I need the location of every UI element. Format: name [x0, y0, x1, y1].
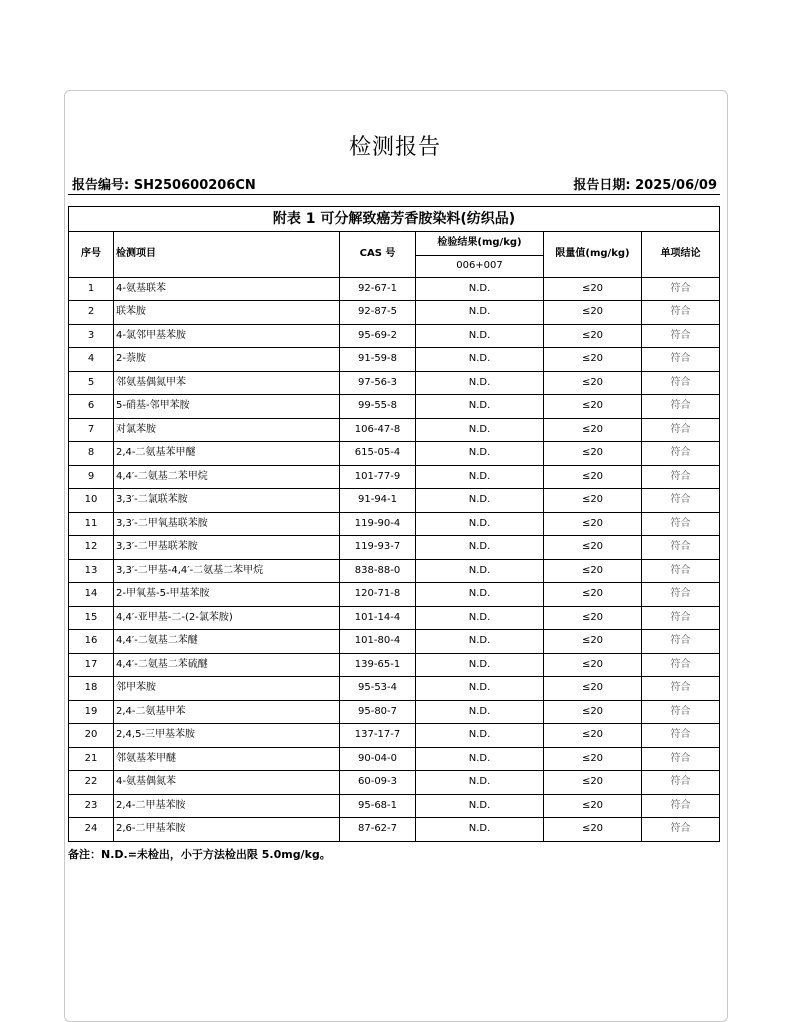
table-caption: 附表 1 可分解致癌芳香胺染料(纺织品)	[69, 207, 720, 232]
cell-seq: 3	[69, 324, 114, 348]
cell-cas: 90-04-0	[340, 747, 416, 771]
cell-cas: 106-47-8	[340, 418, 416, 442]
table-row	[69, 700, 720, 724]
table-row	[69, 606, 720, 630]
cell-result: N.D.	[416, 348, 544, 372]
cell-result: N.D.	[416, 465, 544, 489]
cell-seq: 11	[69, 512, 114, 536]
cell-item: 邻氨基苯甲醚	[114, 747, 340, 771]
cell-item: 2,6-二甲基苯胺	[114, 818, 340, 842]
table-row	[69, 653, 720, 677]
cell-seq: 19	[69, 700, 114, 724]
table-row	[69, 512, 720, 536]
cell-result: N.D.	[416, 818, 544, 842]
cell-result: N.D.	[416, 395, 544, 419]
table-row	[69, 371, 720, 395]
cell-result: N.D.	[416, 583, 544, 607]
cell-limit: ≤20	[544, 677, 642, 701]
cell-conclusion: 符合	[642, 371, 720, 395]
cell-limit: ≤20	[544, 583, 642, 607]
cell-item: 4,4′-二氨基二苯醚	[114, 630, 340, 654]
cell-conclusion: 符合	[642, 747, 720, 771]
cell-seq: 10	[69, 489, 114, 513]
cell-conclusion: 符合	[642, 559, 720, 583]
table-row	[69, 465, 720, 489]
table-row	[69, 301, 720, 325]
header-seq: 序号	[69, 232, 114, 278]
cell-cas: 101-77-9	[340, 465, 416, 489]
cell-cas: 838-88-0	[340, 559, 416, 583]
cell-cas: 87-62-7	[340, 818, 416, 842]
cell-item: 4,4′-二氨基二苯硫醚	[114, 653, 340, 677]
cell-seq: 1	[69, 277, 114, 301]
page-title: 检测报告	[348, 135, 441, 160]
table-row	[69, 348, 720, 372]
cell-result: N.D.	[416, 794, 544, 818]
table-row	[69, 536, 720, 560]
cell-item: 3,3′-二甲基联苯胺	[114, 536, 340, 560]
cell-item: 2,4-二氨基苯甲醚	[114, 442, 340, 466]
cell-cas: 101-80-4	[340, 630, 416, 654]
cell-cas: 139-65-1	[340, 653, 416, 677]
header-cas: CAS 号	[340, 232, 416, 278]
cell-cas: 95-53-4	[340, 677, 416, 701]
cell-cas: 119-93-7	[340, 536, 416, 560]
cell-conclusion: 符合	[642, 395, 720, 419]
cell-seq: 6	[69, 395, 114, 419]
cell-conclusion: 符合	[642, 794, 720, 818]
table-row	[69, 277, 720, 301]
cell-conclusion: 符合	[642, 630, 720, 654]
table-header-row	[69, 232, 720, 256]
cell-limit: ≤20	[544, 418, 642, 442]
cell-item: 联苯胺	[114, 301, 340, 325]
cell-limit: ≤20	[544, 771, 642, 795]
cell-conclusion: 符合	[642, 818, 720, 842]
cell-seq: 20	[69, 724, 114, 748]
cell-item: 2,4,5-三甲基苯胺	[114, 724, 340, 748]
cell-conclusion: 符合	[642, 348, 720, 372]
cell-limit: ≤20	[544, 536, 642, 560]
cell-limit: ≤20	[544, 630, 642, 654]
cell-seq: 15	[69, 606, 114, 630]
cell-conclusion: 符合	[642, 324, 720, 348]
results-table	[68, 206, 720, 842]
table-row	[69, 630, 720, 654]
cell-seq: 8	[69, 442, 114, 466]
cell-seq: 5	[69, 371, 114, 395]
cell-cas: 95-68-1	[340, 794, 416, 818]
footnote: 备注：N.D.=未检出，小于方法检出限 5.0mg/kg。	[68, 848, 331, 861]
cell-conclusion: 符合	[642, 724, 720, 748]
cell-conclusion: 符合	[642, 771, 720, 795]
header-item: 检测项目	[114, 232, 340, 278]
cell-result: N.D.	[416, 512, 544, 536]
cell-seq: 16	[69, 630, 114, 654]
header-limit: 限量值(mg/kg)	[544, 232, 642, 278]
cell-limit: ≤20	[544, 277, 642, 301]
cell-cas: 92-67-1	[340, 277, 416, 301]
cell-item: 4-氯邻甲基苯胺	[114, 324, 340, 348]
cell-seq: 13	[69, 559, 114, 583]
cell-limit: ≤20	[544, 512, 642, 536]
cell-cas: 119-90-4	[340, 512, 416, 536]
cell-cas: 95-80-7	[340, 700, 416, 724]
cell-result: N.D.	[416, 630, 544, 654]
cell-result: N.D.	[416, 559, 544, 583]
cell-item: 3,3′-二氯联苯胺	[114, 489, 340, 513]
cell-conclusion: 符合	[642, 418, 720, 442]
cell-cas: 99-55-8	[340, 395, 416, 419]
cell-item: 5-硝基-邻甲苯胺	[114, 395, 340, 419]
table-row	[69, 747, 720, 771]
cell-result: N.D.	[416, 747, 544, 771]
cell-item: 4,4′-亚甲基-二-(2-氯苯胺)	[114, 606, 340, 630]
cell-seq: 4	[69, 348, 114, 372]
cell-conclusion: 符合	[642, 606, 720, 630]
cell-cas: 615-05-4	[340, 442, 416, 466]
table-row	[69, 677, 720, 701]
header-divider	[68, 194, 720, 195]
cell-conclusion: 符合	[642, 301, 720, 325]
cell-result: N.D.	[416, 653, 544, 677]
table-row	[69, 724, 720, 748]
table-row	[69, 583, 720, 607]
cell-result: N.D.	[416, 677, 544, 701]
table-row	[69, 395, 720, 419]
cell-item: 2-甲氧基-5-甲基苯胺	[114, 583, 340, 607]
table-row	[69, 559, 720, 583]
table-row	[69, 794, 720, 818]
cell-limit: ≤20	[544, 818, 642, 842]
table-row	[69, 442, 720, 466]
cell-limit: ≤20	[544, 442, 642, 466]
cell-result: N.D.	[416, 301, 544, 325]
cell-seq: 22	[69, 771, 114, 795]
report-number: 报告编号: SH250600206CN	[72, 178, 256, 193]
cell-seq: 17	[69, 653, 114, 677]
cell-item: 对氯苯胺	[114, 418, 340, 442]
cell-limit: ≤20	[544, 465, 642, 489]
cell-conclusion: 符合	[642, 442, 720, 466]
cell-limit: ≤20	[544, 747, 642, 771]
cell-seq: 23	[69, 794, 114, 818]
cell-conclusion: 符合	[642, 512, 720, 536]
cell-result: N.D.	[416, 324, 544, 348]
cell-item: 4-氨基联苯	[114, 277, 340, 301]
cell-item: 4,4′-二氨基二苯甲烷	[114, 465, 340, 489]
cell-limit: ≤20	[544, 348, 642, 372]
cell-limit: ≤20	[544, 489, 642, 513]
cell-result: N.D.	[416, 536, 544, 560]
cell-result: N.D.	[416, 418, 544, 442]
cell-conclusion: 符合	[642, 277, 720, 301]
table-row	[69, 418, 720, 442]
table-caption-row	[69, 207, 720, 232]
cell-limit: ≤20	[544, 301, 642, 325]
cell-conclusion: 符合	[642, 677, 720, 701]
cell-limit: ≤20	[544, 724, 642, 748]
cell-item: 3,3′-二甲基-4,4′-二氨基二苯甲烷	[114, 559, 340, 583]
cell-result: N.D.	[416, 771, 544, 795]
cell-item: 邻氨基偶氮甲苯	[114, 371, 340, 395]
cell-conclusion: 符合	[642, 583, 720, 607]
cell-seq: 14	[69, 583, 114, 607]
cell-item: 2,4-二氨基甲苯	[114, 700, 340, 724]
cell-seq: 7	[69, 418, 114, 442]
cell-seq: 12	[69, 536, 114, 560]
cell-result: N.D.	[416, 606, 544, 630]
cell-cas: 91-94-1	[340, 489, 416, 513]
cell-cas: 120-71-8	[340, 583, 416, 607]
cell-cas: 91-59-8	[340, 348, 416, 372]
table-row	[69, 818, 720, 842]
cell-result: N.D.	[416, 442, 544, 466]
cell-cas: 95-69-2	[340, 324, 416, 348]
cell-cas: 92-87-5	[340, 301, 416, 325]
cell-limit: ≤20	[544, 324, 642, 348]
table-row	[69, 324, 720, 348]
cell-conclusion: 符合	[642, 536, 720, 560]
cell-seq: 9	[69, 465, 114, 489]
cell-seq: 21	[69, 747, 114, 771]
cell-item: 邻甲苯胺	[114, 677, 340, 701]
table-row	[69, 489, 720, 513]
header-sample-id: 006+007	[416, 255, 544, 277]
cell-seq: 24	[69, 818, 114, 842]
table-row	[69, 771, 720, 795]
cell-limit: ≤20	[544, 794, 642, 818]
cell-limit: ≤20	[544, 606, 642, 630]
cell-item: 3,3′-二甲氧基联苯胺	[114, 512, 340, 536]
cell-cas: 97-56-3	[340, 371, 416, 395]
cell-item: 4-氨基偶氮苯	[114, 771, 340, 795]
cell-cas: 137-17-7	[340, 724, 416, 748]
cell-conclusion: 符合	[642, 700, 720, 724]
cell-seq: 2	[69, 301, 114, 325]
cell-result: N.D.	[416, 277, 544, 301]
header-conclusion: 单项结论	[642, 232, 720, 278]
cell-result: N.D.	[416, 371, 544, 395]
header-result: 检验结果(mg/kg)	[416, 232, 544, 256]
cell-cas: 101-14-4	[340, 606, 416, 630]
cell-limit: ≤20	[544, 559, 642, 583]
report-date: 报告日期: 2025/06/09	[573, 178, 717, 193]
cell-seq: 18	[69, 677, 114, 701]
cell-conclusion: 符合	[642, 653, 720, 677]
cell-conclusion: 符合	[642, 489, 720, 513]
cell-limit: ≤20	[544, 700, 642, 724]
cell-limit: ≤20	[544, 395, 642, 419]
cell-limit: ≤20	[544, 653, 642, 677]
cell-result: N.D.	[416, 724, 544, 748]
cell-cas: 60-09-3	[340, 771, 416, 795]
cell-result: N.D.	[416, 700, 544, 724]
cell-limit: ≤20	[544, 371, 642, 395]
cell-result: N.D.	[416, 489, 544, 513]
cell-item: 2,4-二甲基苯胺	[114, 794, 340, 818]
cell-item: 2-萘胺	[114, 348, 340, 372]
cell-conclusion: 符合	[642, 465, 720, 489]
